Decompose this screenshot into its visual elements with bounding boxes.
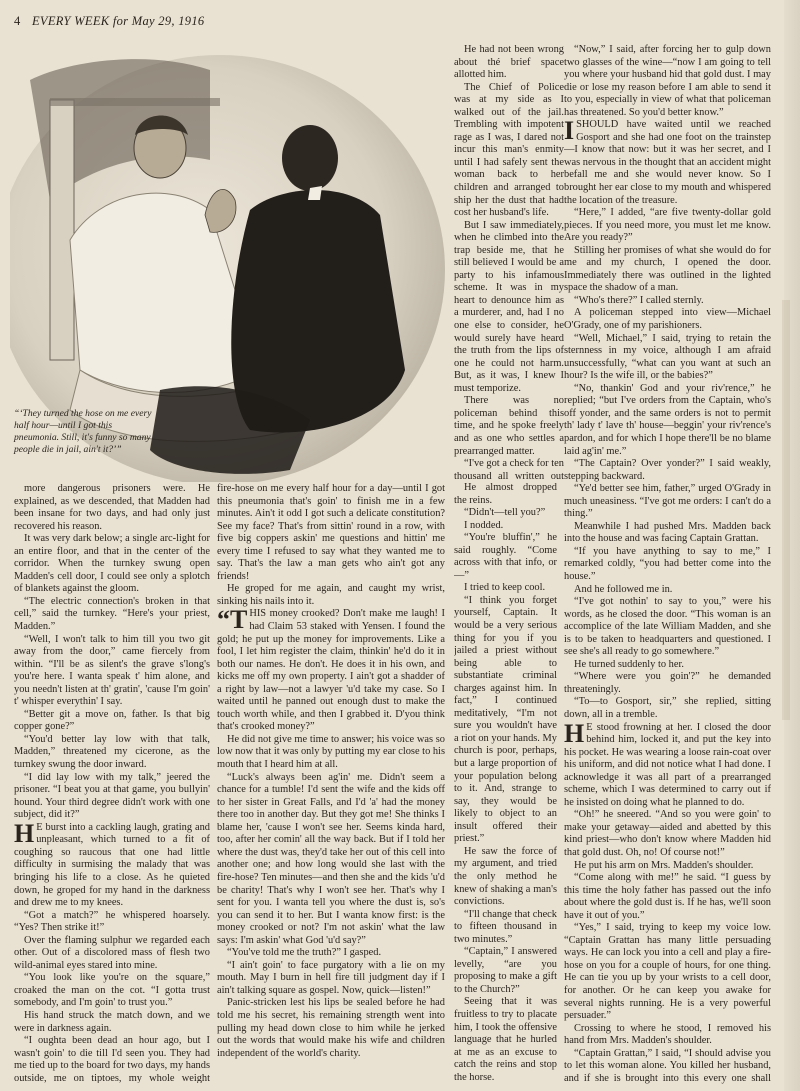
paragraph: “Where were you goin'?” he demanded threateningly. [564, 671, 771, 695]
paragraph: “I've got a check for ten thousand all written out [454, 458, 564, 481]
paragraph: He put his arm on Mrs. Madden's shoulder. [574, 859, 754, 871]
paragraph: “You look like you're on the square,” croaked the man on the cot. “I gotta trust somebody, and I'm goin' to trust you.” [14, 972, 210, 1009]
paragraph: He did not give me time to answer; his voice was so low now that it was only by putting my ear close to his mouth that I heard him at all. [217, 733, 445, 771]
paragraph: “Got a match?” he whispered hoarsely. “Yes? Then strike it!” [14, 909, 210, 934]
paragraph: But I saw immediately, when he climbed into the trap beside me, that he still believed I would be a party to his infamous scheme. It was in my heart to denounce him as a murderer, and, had I no one else to consider, he would surely have heard the truth from the lips of one he could not harm. But, as it was, I knew I must temporize. [454, 219, 564, 394]
paragraph: fire-hose on me every half hour for a day—until I got this pneumonia that's goin' to finish me in a few minutes. Ain't it odd I got such a delicate constitution? See my face? That's from sittin' round in a row, with five big coppers askin' me questions and hittin' me every time I refused to say what they wanted me to say. That's the law a man gets who ain't got any friends! [217, 483, 445, 582]
paragraph: Panic-stricken lest his lips be sealed before he had told me his secret, his remaining strength went into pulling my head down close to him while he jerked out the words that would make his wife and children independent of the world's charity. [217, 997, 445, 1059]
page-header [14, 14, 204, 29]
paragraph: He groped for me again, and caught my wrist, sinking his nails into it. [217, 583, 445, 607]
paragraph: “To—to Gosport, sir,” she replied, sitting down, all in a tremble. [564, 696, 771, 720]
column-3-top [454, 44, 564, 481]
paragraph: Seeing that it was fruitless to try to placate him, I took the offensive language that he hurled at me as an excuse to catch the reins and stop the horse. [454, 996, 557, 1082]
paragraph: He turned suddenly to her. [574, 658, 684, 670]
paragraph: “I'll change that check to fifteen thousand in two minutes.” [454, 908, 557, 945]
paragraph: “You're bluffin',” he said roughly. “Come across with that info, or—” [454, 532, 557, 581]
paragraph: “I think you forget yourself, Captain. It would be a very serious thing for you if you jailed a priest without being able to substantiate criminal charges against him. In fact,” I continued meditatively, “I'm not sure you wouldn't have a riot on your hands. My church is poor, perhaps, but a large proportion of your population belong to it. And, strange to say, they would be likely to object to an insult offered their priest.” [454, 594, 557, 845]
paragraph: He had not been wrong about thé brief space allotted him. [454, 44, 564, 81]
paragraph: “Here,” I added, “are five twenty-dollar gold pieces. If you need more, you must let me know. Are you ready?” [564, 207, 771, 244]
paragraph: “No, thankin' God and your riv'rence,” he replied; “but I've orders from the Captain, who's off yonder, and the same orders is not to permit th' lady t' lave th' house—beggin' your riv'rence's pardon, and for which I hope there'll be no blame laid ag'in' me.” [564, 382, 771, 457]
paragraph: “You've told me the truth?” I gasped. [227, 947, 382, 959]
paragraph: “Ye'd better see him, father,” urged O'Grady in much uneasiness. “I've got me orders: I can't do a thing.” [564, 483, 771, 520]
column-3-bottom [454, 482, 557, 1082]
paragraph: “The Captain? Over yonder?” I said weakly, stepping backward. [564, 458, 771, 482]
paragraph: “Captain,” I answered levelly, “are you proposing to make a gift to the Church?” [454, 946, 557, 995]
paragraph: “You'd better lay low with that talk, Madden,” threatened my cicerone, as the turnkey swung the door inward. [14, 733, 210, 771]
paragraph: His hand struck the match down, and we were in darkness again. [14, 1009, 210, 1034]
page-number: 4 [14, 14, 21, 28]
paragraph: “Well, Michael,” I said, trying to retain the sternness in my voice, although I am afraid unsuccessfully, “what can you want at such an hour? Is the wife ill, or the babies?” [564, 332, 771, 382]
paragraph: “I ain't goin' to face purgatory with a lie on my mouth. May I burn in hell fire till judgment day if I ain't talking square as gospel. Now, quick—listen!” [217, 959, 445, 996]
paragraph: “If you have anything to say to me,” I remarked coldly, “you had better come into the house.” [564, 545, 771, 582]
magazine-title: EVERY WEEK for May 29, 1916 [32, 14, 205, 28]
paragraph: The Chief of Police was at my side as I walked out of the jail. Trembling with impotent rage as I was, I dared not incur this man's enmity until I had safely sent the woman back to her children and arranged to ship her the dust that had cost her husband's life. [454, 81, 564, 219]
paragraph: I nodded. [464, 519, 504, 531]
paragraph: “Better git a move on, father. Is that big copper gone?” [14, 708, 210, 733]
paragraph: He saw the force of my argument, and tried the only method he knew of shaking a man's convictions. [454, 845, 557, 908]
column-2 [217, 483, 445, 1083]
paragraph-dropcap: “THIS money crooked? Don't make me laugh! I had Claim 53 staked with Yensen. I found the gold; he put up the money for improvements. Like a fool, I let him register the claim, thinkin' he'd do it in both our names. He don't. He does it in his own, and kicks me off my own property. I ain't got a shadder of a right by law—not a lawyer 'u'd take my case. So I waited until he panned out enough dust to make the touch worth while, and then I grabbed it. D'you think that's crooked money?” [217, 605, 445, 733]
paragraph: It was very dark below; a single arc-light for an entire floor, and that in the center of the corridor. When the turnkey swung open Madden's cell door, I could see only a splotch of blankets against the gloom. [14, 533, 210, 595]
column-4 [564, 44, 771, 1084]
paragraph: more dangerous prisoners were. He explained, as we descended, that Madden had been insane for two days, and had only just recovered his reason. [14, 483, 210, 532]
paragraph-dropcap: HE stood frowning at her. I closed the door behind him, locked it, and put the key into his pocket. He was wearing a loose rain-coat over his uniform, and did not notice what I had done. I acknowledge it was all part of a prearranged scheme, which I was determined to carry out if he insisted on doing what he planned to do. [564, 718, 771, 808]
priest-head [282, 125, 338, 191]
illustration-caption: “‘They turned the hose on me every half hour—until I got this pneumonia. Still, it's funny so many people die in jail, ain't it?’” [14, 408, 152, 455]
paragraph: “The electric connection's broken in that cell,” said the turnkey. “Here's your priest, Madden.” [14, 595, 210, 633]
paragraph: Crossing to where he stood, I removed his hand from Mrs. Madden's shoulder. [564, 1022, 771, 1047]
paragraph: Over the flaming sulphur we regarded each other. Out of a discolored mass of flesh two wild-animal eyes stared into mine. [14, 934, 210, 971]
paragraph: “Didn't—tell you?” [464, 507, 546, 519]
paragraph: “Luck's always been ag'in' me. Didn't seem a chance for a tumble! I'd sent the wife and the kids off to her sister in Great Falls, and I'd 'a' had the money there too in another day. But they got me! She thinks I blame her, 'cause I won't see her. Seems kinda hard, too, after her comin' all the way back. But if I told her where the dust was, they'd take her out of this cell into another one; and how long would she last with the fire-hose? Ten minutes—and then she and the kids 'u'd be charity! That's why I won't see her. That's why I sent for you. I wanta tell you where the dust is, so's you can send it to her. But I wanta know first: is the money crooked or not? I'm not askin' what the law says: I'm askin' what God 'u'd say?” [217, 771, 445, 946]
paragraph: “Now,” I said, after forcing her to gulp down two glasses of the wine—“now I am going to tell you where your husband hid that gold dust. I may die or lose my reason before I am able to send it to you, especially in view of what that policeman has threatened. So you'd better know.” [564, 44, 771, 118]
column-1 [14, 483, 210, 1083]
paragraph: He almost dropped the reins. [454, 482, 557, 506]
paragraph: I tried to keep cool. [464, 582, 546, 594]
paragraph-dropcap: HE burst into a cackling laugh, grating and unpleasant, which turned to a fit of coughing so raucous that one had little difficulty in surmising the malady that was bringing his life to a close. As he quieted down, he groped for my hand in the darkness and drew me to my knees. [14, 818, 210, 909]
paragraph: “I've got nothin' to say to you,” were his words, as he closed the door. “This woman is an accomplice of the late William Madden, and she is to be taken to headquarters and questioned. I see she's all ready to go somewhere.” [564, 596, 771, 658]
paper-stain [782, 300, 790, 720]
paragraph: “Well, I won't talk to him till you two git away from the door,” came fiercely from within. “I'll be as silent's the grave s'long's you're here. I wanta speak t' him alone, and you needn't listen at th' gratin', 'cause I'm goin' t' whisper everythin' I say. [14, 633, 210, 708]
paragraph: “I did lay low with my talk,” jeered the prisoner. “I beat you at that game, you bullyin' hound. Your third degree didn't work with one subject, did it?” [14, 771, 210, 821]
paragraph: Stilling her promises of what she would do for me and my church, I opened the door. Immediately there was outlined in the lighted space the shadow of a man. [564, 244, 771, 294]
paragraph: Meanwhile I had pushed Mrs. Madden back into the house and was facing Captain Grattan. [564, 520, 771, 545]
paragraph: “Yes,” I said, trying to keep my voice low. “Captain Grattan has many little persuading ways. He can lock you into a cell and play a fire-hose on you for a couple of hours, for one thing. He can tie you up by your wrists to a cell door, for another. Or he can keep you awake for several nights running. He is a very powerful persuader.” [564, 922, 771, 1022]
paragraph: “Captain Grattan,” I said, “I should advise you to let this woman alone. You killed her husband, and if she is brought into this every one shall [564, 1047, 771, 1084]
paragraph: A policeman stepped into view—Michael O'Grady, one of my parishioners. [564, 307, 771, 332]
paragraph: “Who's there?” I called sternly. [574, 294, 704, 306]
paragraph: There was no policeman behind this time, and he spoke freely and as one who settles a prearranged matter. [454, 395, 564, 457]
paragraph: “I oughta been dead an hour ago, but I wasn't goin' to die till I'd seen you. They had me tied up to the board for two days, my hands outside, me on tiptoes, my whole weight [14, 1035, 210, 1083]
paragraph: “Come along with me!” he said. “I guess by this time the holy father has passed out the info about where the gold dust is. If he has, we'll soon have it out of you.” [564, 872, 771, 921]
paragraph: “Oh!” he sneered. “And so you were goin' to make your getaway—aided and abetted by this kind priest—who don't know where Madden hid that gold dust. Oh, no! Of course not!” [564, 809, 771, 858]
paragraph-dropcap: ISHOULD have waited until we reached Gosport and she had one foot on the trainstep—I know that now: but it was her secret, and I was nervous in the thought that an accident might befall me and she would never know. So I brought her ear close to my mouth and whispered the location of the treasure. [564, 116, 771, 206]
paragraph: And he followed me in. [574, 583, 673, 595]
